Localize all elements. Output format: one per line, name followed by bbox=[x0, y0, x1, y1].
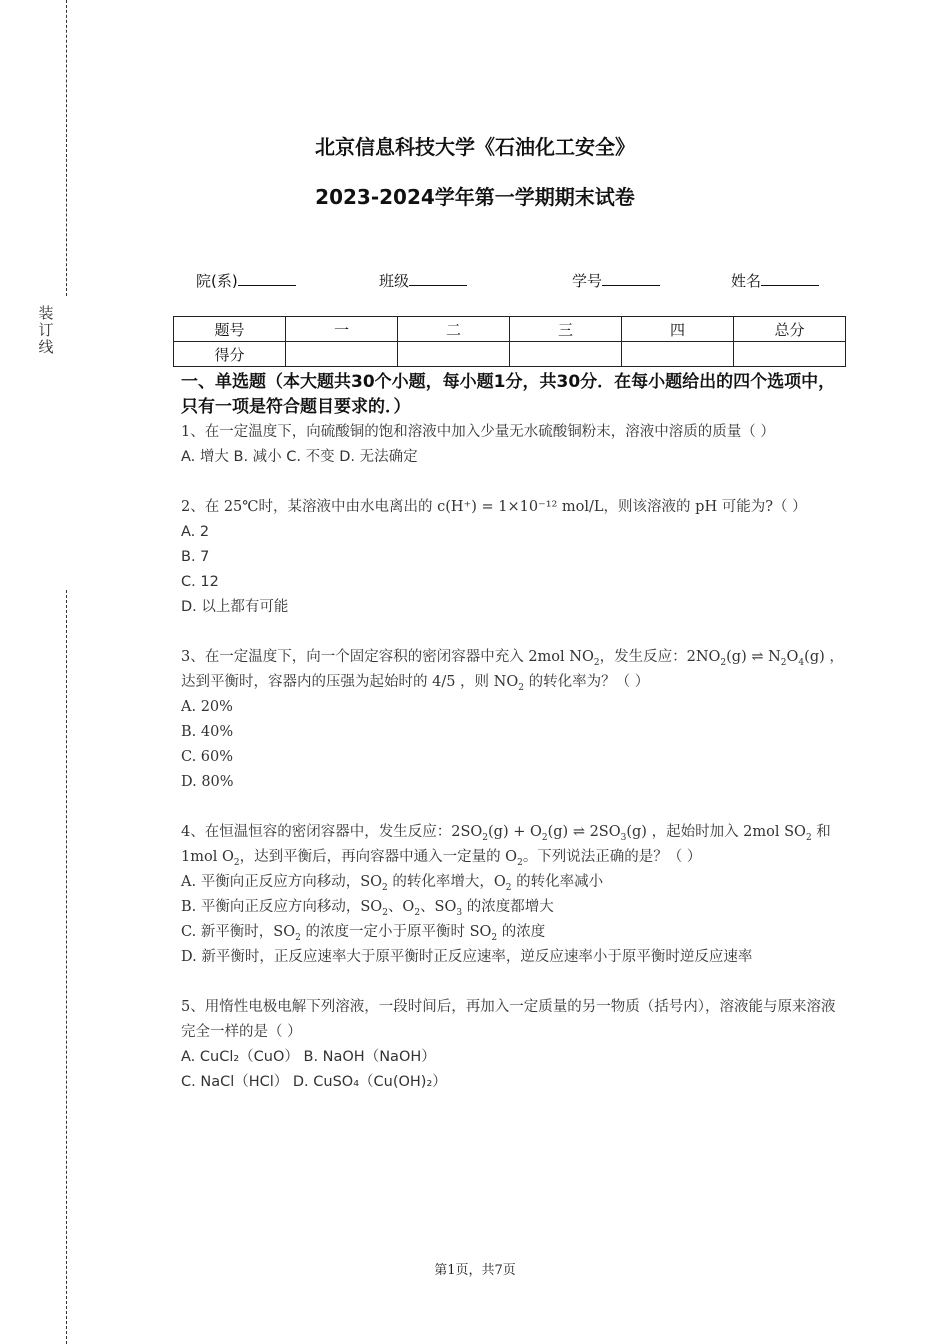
table-cell: 二 bbox=[398, 317, 510, 342]
score-cell bbox=[734, 342, 846, 367]
table-row bbox=[174, 317, 846, 342]
question-text: 3、在一定温度下，向一个固定容积的密闭容器中充入 2mol $NO_2$，发生反应：$2NO_2(g)$ ⇌ $N_2O_4(g)$ ，达到平衡时，容器内的压强为起始时的 4/5 ，则 $NO_2$ 的转化率为？（ ） bbox=[181, 649, 844, 693]
score-cell bbox=[622, 342, 734, 367]
option-d: D. 以上都有可能 bbox=[181, 599, 289, 615]
option-c: C. 60% bbox=[181, 749, 234, 765]
question-text: 5、用惰性电极电解下列溶液，一段时间后，再加入一定质量的另一物质（括号内），溶液能与原来溶液完全一样的是（ ） bbox=[181, 999, 836, 1040]
question-3 bbox=[181, 645, 846, 795]
score-cell bbox=[286, 342, 398, 367]
student-info-row bbox=[0, 270, 950, 292]
college-field: 院(系) bbox=[196, 270, 296, 291]
name-blank bbox=[761, 271, 819, 286]
table-cell: 得分 bbox=[174, 342, 286, 367]
option-d: D. 新平衡时，正反应速率大于原平衡时正反应速率，逆反应速率小于原平衡时逆反应速率 bbox=[181, 949, 753, 965]
option-a: A. 2 bbox=[181, 524, 210, 540]
option-line-1: A. CuCl₂（CuO） B. NaOH（NaOH） bbox=[181, 1049, 436, 1065]
question-5 bbox=[181, 995, 846, 1095]
option-line-2: C. NaCl（HCl） D. CuSO₄（Cu(OH)₂） bbox=[181, 1074, 447, 1090]
table-cell: 四 bbox=[622, 317, 734, 342]
option-b: B. 平衡向正反应方向移动，$SO_2$、$O_2$、$SO_3$ 的浓度都增大 bbox=[181, 899, 554, 918]
college-blank bbox=[238, 271, 296, 286]
question-text: 1、在一定温度下，向硫酸铜的饱和溶液中加入少量无水硫酸铜粉末，溶液中溶质的质量（ ） bbox=[181, 424, 775, 440]
question-2 bbox=[181, 495, 846, 620]
option-b: B. 40% bbox=[181, 724, 234, 740]
exam-title: 北京信息科技大学《石油化工安全》 bbox=[315, 135, 635, 159]
option-d: D. 80% bbox=[181, 774, 234, 790]
score-cell bbox=[398, 342, 510, 367]
binding-label: 装订线 bbox=[38, 304, 54, 356]
question-4 bbox=[181, 820, 846, 970]
question-1 bbox=[181, 420, 846, 470]
class-field: 班级 bbox=[379, 270, 467, 291]
student-id-blank bbox=[602, 271, 660, 286]
option-c: C. 12 bbox=[181, 574, 219, 590]
binding-line-bottom bbox=[66, 590, 67, 1344]
score-table bbox=[173, 316, 846, 367]
option-a: A. 20% bbox=[181, 699, 233, 715]
table-cell: 三 bbox=[510, 317, 622, 342]
section-heading: 一、单选题（本大题共30个小题，每小题1分，共30分．在每小题给出的四个选项中，只有一项是符合题目要求的．） bbox=[181, 372, 836, 417]
question-text: 2、在 25℃时，某溶液中由水电离出的 c(H⁺) = 1×10⁻¹² mol/L，则该溶液的 pH 可能为?（ ） bbox=[181, 499, 807, 515]
question-options: A. 增大 B. 减小 C. 不变 D. 无法确定 bbox=[181, 449, 418, 465]
page-number: 第1页，共7页 bbox=[434, 1263, 516, 1278]
student-id-field: 学号 bbox=[572, 270, 660, 291]
option-a: A. 平衡向正反应方向移动，$SO_2$ 的转化率增大，$O_2$ 的转化率减小 bbox=[181, 874, 604, 893]
question-text: 4、在恒温恒容的密闭容器中，发生反应：$2SO_2(g) + O_2(g)$ ⇌ $2SO_3(g)$ ，起始时加入 2mol $SO_2$ 和 1mol $O_2$，达到平衡后，再向容器中通入一定量的 $O_2$。下列说法正确的是？（ ） bbox=[181, 824, 831, 868]
exam-subtitle: 2023-2024学年第一学期期末试卷 bbox=[315, 185, 635, 209]
class-blank bbox=[409, 271, 467, 286]
table-row bbox=[174, 342, 846, 367]
table-cell: 一 bbox=[286, 317, 398, 342]
option-b: B. 7 bbox=[181, 549, 210, 565]
name-field: 姓名 bbox=[731, 270, 819, 291]
score-cell bbox=[510, 342, 622, 367]
option-c: C. 新平衡时，$SO_2$ 的浓度一定小于原平衡时 $SO_2$ 的浓度 bbox=[181, 924, 546, 943]
table-cell: 题号 bbox=[174, 317, 286, 342]
exam-content bbox=[181, 370, 846, 1095]
table-cell: 总分 bbox=[734, 317, 846, 342]
